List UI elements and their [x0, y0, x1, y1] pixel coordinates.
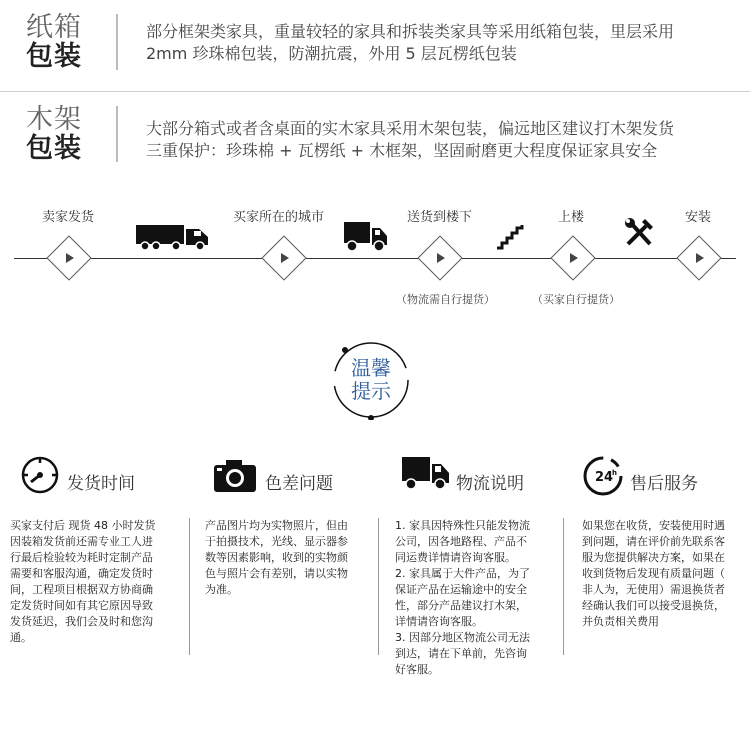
small-truck-icon — [344, 222, 388, 252]
column-divider — [563, 518, 564, 655]
text-line: 公司，因各地路程、产品不 — [395, 535, 527, 548]
text-line: 并负责相关费用 — [582, 615, 659, 628]
carton-packaging-title — [24, 14, 84, 72]
text-line: 1. 家具因特殊性只能发物流 — [395, 519, 530, 532]
carton-packaging-section — [0, 0, 750, 90]
text-line: 保证产品在运输途中的安全 — [395, 583, 527, 596]
text-line: 详情请咨询客服。 — [395, 615, 483, 628]
play-icon — [281, 253, 289, 263]
wood-divider — [116, 106, 118, 162]
step-label-install: 安装 — [685, 210, 712, 225]
logistics-title: 物流说明 — [456, 474, 524, 494]
24h-suffix: h — [612, 469, 617, 477]
logistics-text — [395, 518, 560, 678]
text-line: 产品图片均为实物照片，但由 — [205, 519, 348, 532]
note-logistics-pickup: （物流需自行提货） — [396, 293, 495, 306]
wood-description — [146, 118, 736, 162]
text-line: 通。 — [10, 631, 32, 644]
play-icon — [570, 253, 578, 263]
text-line: 到达，请在下单前，先咨询 — [395, 647, 527, 660]
wood-packaging-title — [24, 106, 84, 164]
logistics-header — [402, 455, 572, 495]
step-label-buyer-city: 买家所在的城市 — [233, 210, 325, 225]
text-line: 性，部分产品建议打木架， — [395, 599, 527, 612]
shipping-time-header — [20, 455, 180, 495]
play-icon — [66, 253, 74, 263]
tips-line-2: 提示 — [351, 379, 391, 403]
carton-title-top: 纸箱 — [26, 12, 82, 43]
wood-title-top: 木架 — [26, 104, 82, 135]
color-diff-header — [213, 455, 373, 495]
tools-icon — [624, 218, 654, 248]
text-line: 经确认我们可以接受退换货， — [582, 599, 725, 612]
text-line: 买家支付后 现货 48 小时发货 — [10, 519, 156, 532]
24h-icon — [582, 455, 624, 497]
shipping-time-title: 发货时间 — [67, 474, 135, 494]
tips-title — [340, 357, 402, 403]
wood-line-2: 三重保护：珍珠棉 + 瓦楞纸 + 木框架，坚固耐磨更大程度保证家具安全 — [146, 141, 658, 160]
text-line: 收到货物后发现有质量问题（ — [582, 567, 725, 580]
tips-line-1: 温馨 — [351, 356, 391, 380]
truck-icon — [402, 457, 450, 491]
carton-title-bottom: 包装 — [26, 41, 82, 72]
text-line: 行最后检验较为耗时定制产品 — [10, 551, 153, 564]
step-label-upstairs: 上楼 — [558, 210, 585, 225]
carton-divider — [116, 14, 118, 70]
text-line: 2. 家具属于大件产品，为了 — [395, 567, 530, 580]
after-sales-text — [582, 518, 747, 630]
step-label-seller-ship: 卖家发货 — [42, 210, 95, 225]
wood-title-bottom: 包装 — [26, 133, 82, 164]
camera-icon — [213, 459, 257, 493]
text-line: 色与照片会有差别，请以实物 — [205, 567, 348, 580]
play-icon — [696, 253, 704, 263]
text-line: 发货延迟，我们会及时和您沟 — [10, 615, 153, 628]
wood-packaging-section — [0, 92, 750, 182]
after-sales-header — [582, 455, 742, 495]
text-line: 服为您提供解决方案，如果在 — [582, 551, 725, 564]
shipping-time-text — [10, 518, 182, 646]
text-line: 非人为，无使用）需退换货者 — [582, 583, 725, 596]
text-line: 同运费详情请咨询客服。 — [395, 551, 516, 564]
24h-number: 24 — [595, 470, 614, 485]
carton-line-1: 部分框架类家具，重量较轻的家具和拆装类家具等采用纸箱包装，里层采用 — [146, 22, 675, 41]
column-divider — [378, 518, 379, 655]
text-line: 如果您在收货，安装使用时遇 — [582, 519, 725, 532]
after-sales-title: 售后服务 — [630, 474, 698, 494]
text-line: 因装箱发货前还需专业工人进 — [10, 535, 153, 548]
color-diff-text — [205, 518, 370, 598]
stairs-icon — [496, 224, 528, 250]
carton-description — [146, 21, 736, 65]
clock-icon — [20, 455, 60, 495]
big-truck-icon — [136, 223, 210, 251]
text-line: 数等因素影响，收到的实物颜 — [205, 551, 348, 564]
text-line: 3. 因部分地区物流公司无法 — [395, 631, 530, 644]
text-line: 为准。 — [205, 583, 238, 596]
text-line: 间，工程项目根据双方协商确 — [10, 583, 153, 596]
step-label-downstairs: 送货到楼下 — [407, 210, 473, 225]
text-line: 好客服。 — [395, 663, 439, 676]
note-buyer-pickup: （买家自行提货） — [532, 293, 620, 306]
play-icon — [437, 253, 445, 263]
text-line: 到问题，请在评价前先联系客 — [582, 535, 725, 548]
column-divider — [189, 518, 190, 655]
carton-line-2: 2mm 珍珠棉包装，防潮抗震，外用 5 层瓦楞纸包装 — [146, 44, 517, 63]
text-line: 于拍摄技术，光线、显示器参 — [205, 535, 348, 548]
text-line: 需要和客服沟通，确定发货时 — [10, 567, 153, 580]
text-line: 定发货时间如有其它原因导致 — [10, 599, 153, 612]
color-diff-title: 色差问题 — [265, 474, 333, 494]
wood-line-1: 大部分箱式或者含桌面的实木家具采用木架包装，偏远地区建议打木架发货 — [146, 119, 675, 138]
flow-line — [14, 258, 736, 259]
